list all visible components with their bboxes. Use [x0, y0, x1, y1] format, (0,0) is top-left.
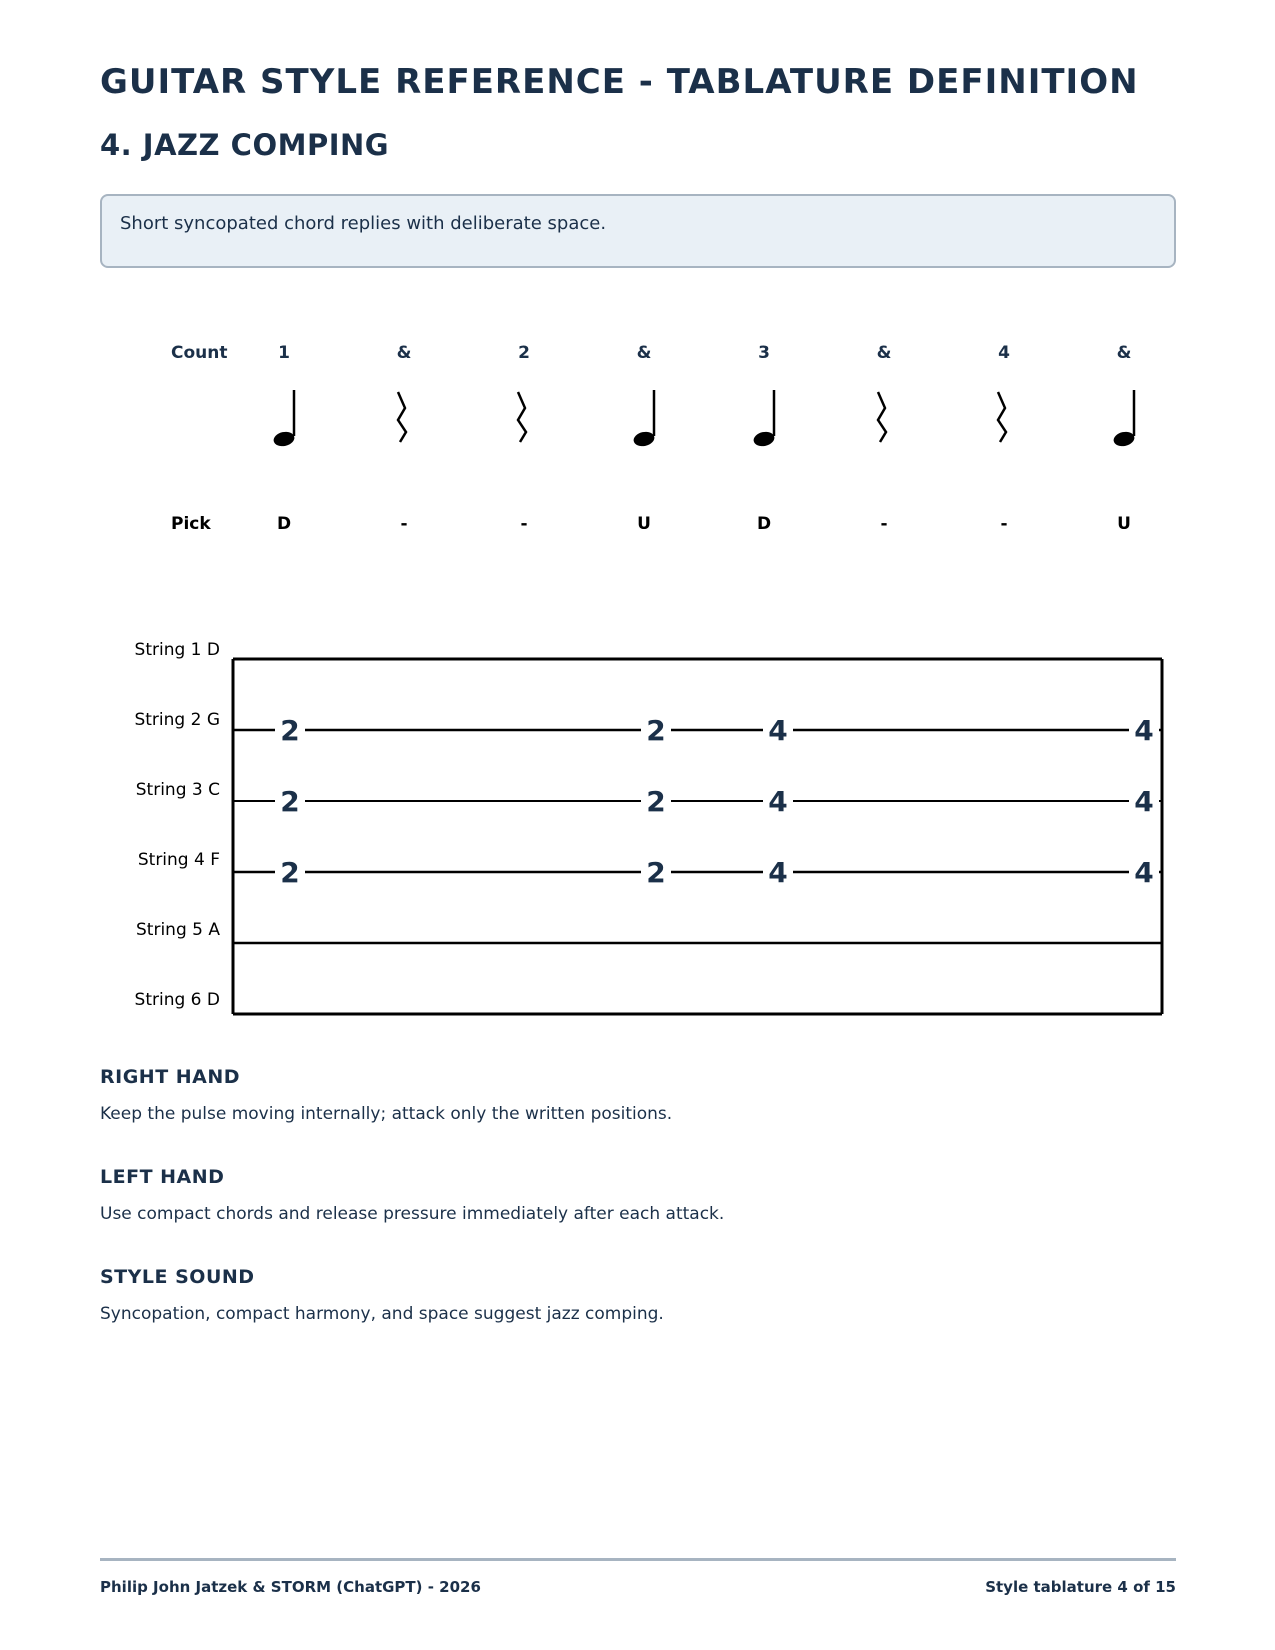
fret-number: 2 — [280, 856, 300, 889]
page-title: GUITAR STYLE REFERENCE - TABLATURE DEFINITION — [100, 62, 1139, 102]
fret-number: 2 — [646, 785, 666, 818]
string-label: String 2 G — [134, 710, 220, 730]
pick-direction: U — [1117, 514, 1131, 534]
section-title: 4. JAZZ COMPING — [100, 128, 390, 162]
right-hand-text: Keep the pulse moving internally; attack only the written positions. — [100, 1104, 673, 1124]
style-sound-text: Syncopation, compact harmony, and space suggest jazz comping. — [100, 1304, 664, 1324]
pick-direction: U — [637, 514, 651, 534]
string-label: String 4 F — [137, 850, 220, 870]
count-beat: 4 — [998, 343, 1010, 363]
left-hand-text: Use compact chords and release pressure immediately after each attack. — [100, 1204, 725, 1224]
fret-number: 2 — [646, 856, 666, 889]
fret-number: 2 — [646, 714, 666, 747]
count-beat: 3 — [758, 343, 770, 363]
count-beat: & — [636, 343, 652, 363]
count-beat: & — [1116, 343, 1132, 363]
pick-direction: D — [756, 514, 772, 534]
footer-page-indicator: Style tablature 4 of 15 — [985, 1578, 1176, 1596]
pick-direction: - — [520, 514, 528, 534]
string-label: String 1 D — [134, 640, 220, 660]
fret-number: 4 — [768, 714, 788, 747]
string-label: String 3 C — [135, 780, 220, 800]
right-hand-heading: RIGHT HAND — [100, 1066, 241, 1088]
description-text: Short syncopated chord replies with deliberate space. — [120, 213, 607, 234]
pick-row-label: Pick — [171, 514, 211, 534]
pick-direction: - — [1000, 514, 1008, 534]
count-beat: & — [396, 343, 412, 363]
count-beat: 2 — [518, 343, 530, 363]
footer-divider — [100, 1558, 1176, 1561]
string-label: String 6 D — [134, 990, 220, 1010]
fret-number: 4 — [768, 785, 788, 818]
count-beat: & — [876, 343, 892, 363]
pick-direction: - — [880, 514, 888, 534]
count-beat: 1 — [278, 343, 290, 363]
count-row-label: Count — [171, 343, 228, 363]
footer-credit: Philip John Jatzek & STORM (ChatGPT) - 2026 — [100, 1578, 481, 1596]
fret-number: 4 — [768, 856, 788, 889]
fret-number: 2 — [280, 785, 300, 818]
fret-number: 4 — [1134, 714, 1154, 747]
style-sound-heading: STYLE SOUND — [100, 1266, 255, 1288]
fret-number: 2 — [280, 714, 300, 747]
fret-number: 4 — [1134, 785, 1154, 818]
fret-number: 4 — [1134, 856, 1154, 889]
string-label: String 5 A — [136, 920, 220, 940]
pick-direction: - — [400, 514, 408, 534]
left-hand-heading: LEFT HAND — [100, 1166, 225, 1188]
pick-direction: D — [276, 514, 292, 534]
